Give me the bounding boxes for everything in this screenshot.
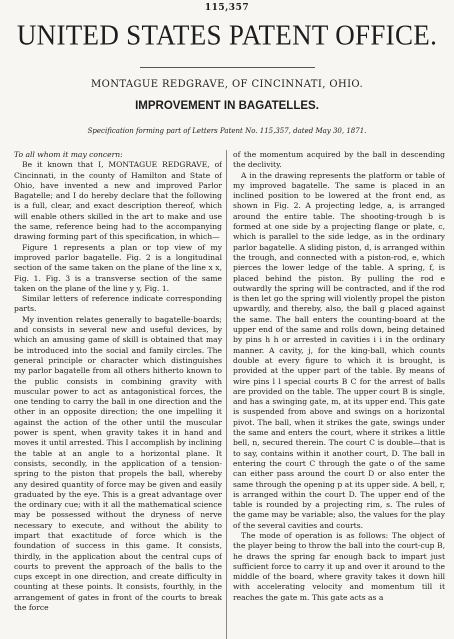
specification-line: Specification forming part of Letters Patent No. 115,357, dated May 30, 1871.	[87, 127, 367, 135]
office-title: UNITED STATES PATENT OFFICE.	[16, 19, 438, 51]
paragraph: A in the drawing represents the platform or table of my improved bagatelle. The same is placed in an inclined position to be lowered at the front end, as shown in Fig. 2. A projecting ledge, a, is arranged around the entire table. The shooting-trough b is formed at one side by a projecting flange or plate, c, which is parallel to the side ledge, as in the ordinary parlor bagatelle. A sliding piston, d, is arranged within the trough, and connected with a piston-rod, e, which pierces the lower ledge of the table. A spring, f, is placed behind the piston. By pulling the rod e outwardly the spring will be contracted, and if the rod is then let go the spring will violently propel the piston upwardly, and thereby, also, the ball g placed against the same. The ball enters the counting-board at the upper end of the same and rolls down, being detained by pins h h or arrested in cavities i i in the ordinary manner. A cavity, j, for the king-ball, which counts double at every figure to which it is brought, is provided at the upper part of the table. By means of wire pins l l special courts B C for the arrest of balls are provided on the table. The upper court B is single, and has a swinging gate, m, at its upper end. This gate is suspended from above and swings on a horizontal pivot. The ball, when it strikes the gate, swings under the same and enters the court, where it strikes a little bell, n, secured therein. The court C is double—that is to say, contains within it another court, D. The ball in entering the court C through the gate o of the same can either pass around the court D or also enter the same through the opening p at its upper side. A bell, r, is arranged within the court D. The upper end of the table is rounded by a projecting rim, s. The rules of the game may be variable; also, the values for the play of the several cavities and courts.	[233, 170, 445, 530]
inventor-line: MONTAGUE REDGRAVE, OF CINCINNATI, OHIO.	[90, 79, 364, 90]
right-column	[233, 150, 445, 639]
paragraph: The mode of operation is as follows: The object of the player being to throw the ball into the court-cup B, he draws the spring far enough back to impart just sufficient force to carry it up and over it around to the middle of the board, where gravity takes it down hill with accelerating velocity and momentum till it reaches the gate m. This gate acts as a	[233, 530, 445, 602]
body-columns	[14, 150, 448, 639]
paragraph: of the momentum acquired by the ball in descending the declivity.	[233, 150, 445, 170]
paragraph: Similar letters of reference indicate corresponding parts.	[14, 294, 222, 314]
paragraph: Be it known that I, MONTAGUE REDGRAVE, of Cincinnati, in the county of Hamilton and State of Ohio, have invented a new and improved Parlor Bagatelle; and I do hereby declare that the following is a full, clear, and exact description thereof, which will enable others skilled in the art to make and use the same, reference being had to the accompanying drawing forming part of this specification, in which—	[14, 160, 222, 242]
subject-heading: IMPROVEMENT IN BAGATELLES.	[135, 100, 319, 112]
paragraph: My invention relates generally to bagatelle-boards; and consists in several new and useful devices, by which an amusing game of skill is obtained that may be introduced into the social and family circles. The general principle or character which distinguishes my parlor bagatelle from all others hitherto known to the public consists in combining gravity with muscular power to act as antagonistical forces, the one tending to carry the ball in one direction and the other in an opposite direction; the one impelling it against the action of the other until the muscular power is spent, when gravity takes it in hand and moves it until arrested. This I accomplish by inclining the table at an angle to a horizontal plane. It consists, secondly, in the application of a tension-spring to the piston that propels the ball, whereby any desired quantity of force may be given and easily graduated by the eye. This is a great advantage over the ordinary cue; with it all the mathematical science may be possessed without the dryness of nerve necessary to execute, and without the ability to impart that exactitude of force which is the foundation of success in this game. It consists, thirdly, in the application about the central cups of courts to prevent the approach of the balls to the cups except in one direction, and create difficulty in counting at these points. It consists, fourthly, in the arrangement of gates in front of the courts to break the force	[14, 314, 222, 613]
paragraph: Figure 1 represents a plan or top view of my improved parlor bagatelle. Fig. 2 is a longitudinal section of the same taken on the plane of the line x x, Fig. 1. Fig. 3 is a transverse section of the same taken on the plane of the line y y, Fig. 1.	[14, 242, 222, 293]
salutation: To all whom it may concern:	[14, 150, 123, 159]
left-column	[14, 150, 222, 639]
column-divider	[226, 150, 227, 639]
title-rule	[140, 67, 315, 68]
patent-number: 115,357	[204, 3, 250, 13]
